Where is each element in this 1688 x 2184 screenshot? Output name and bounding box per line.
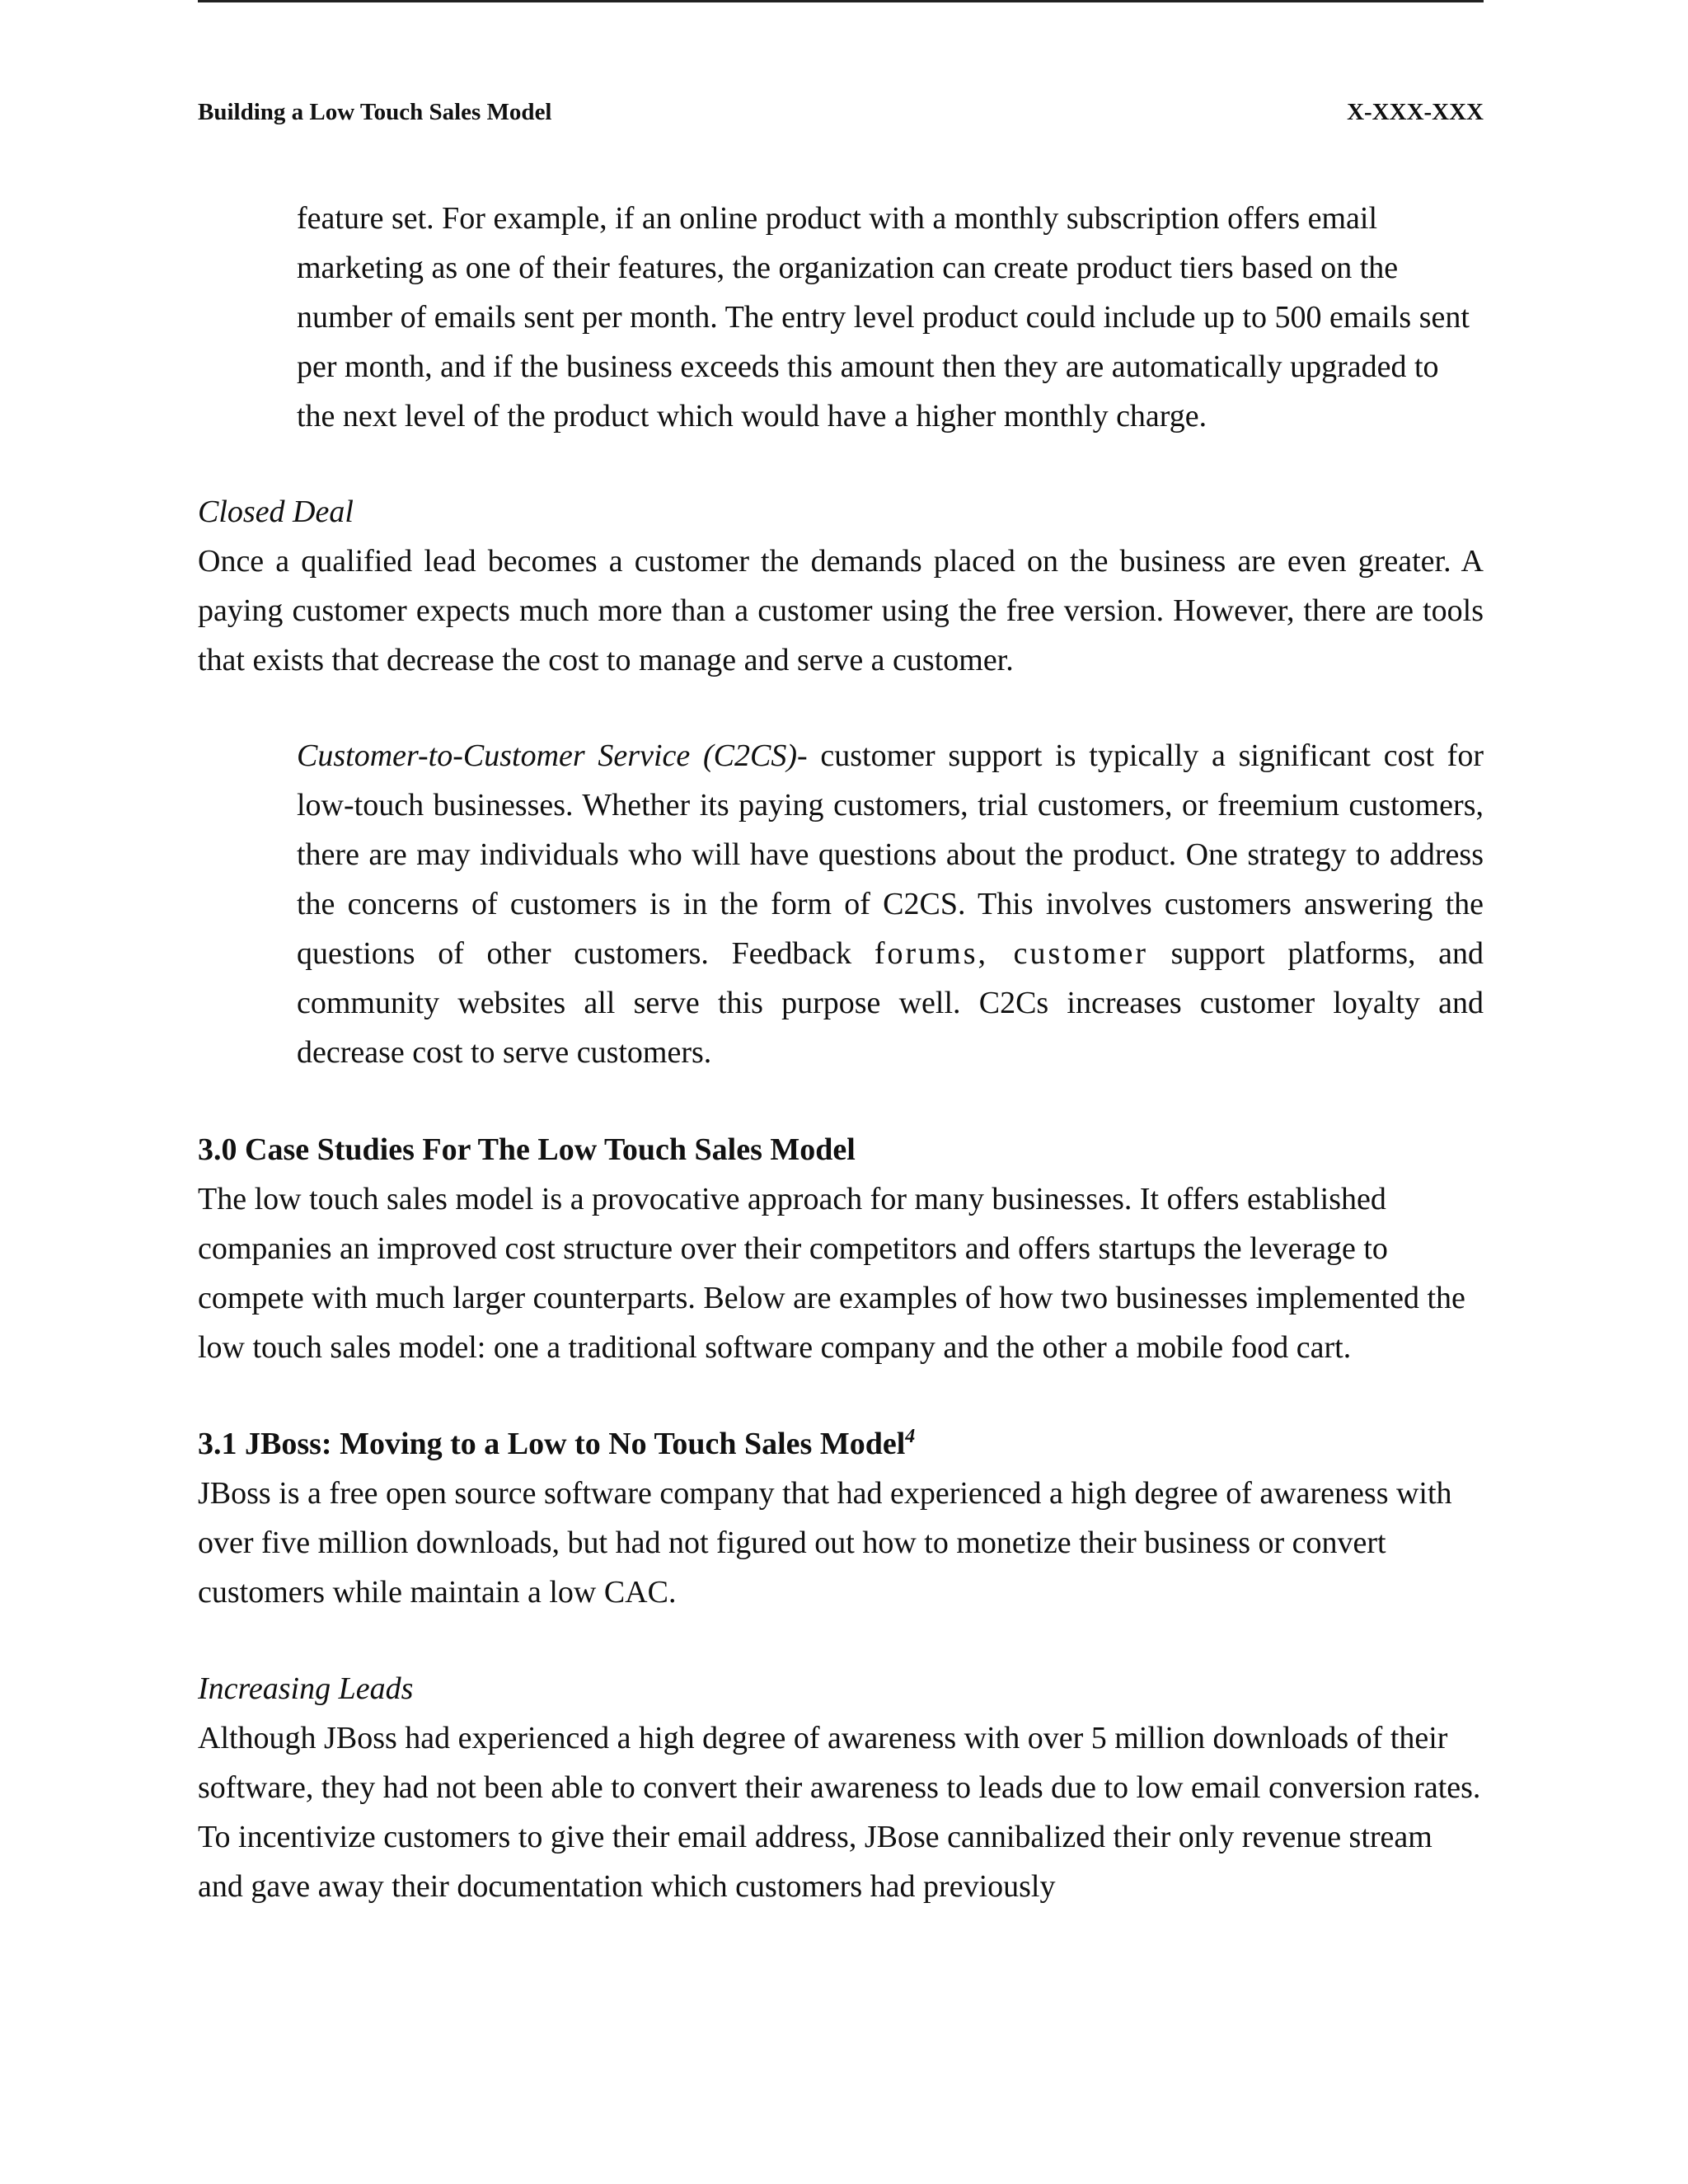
- document-body: [198, 194, 1484, 1911]
- heading-section-3-0: 3.0 Case Studies For The Low Touch Sales Model: [198, 1132, 856, 1167]
- paragraph-increasing-leads: Although JBoss had experienced a high degree of awareness with over 5 million downloads of their software, they had not been able to convert their awareness to leads due to low email conversion rates. To incentivize customers to give their email address, JBose cannibalized their only revenue stream and gave away their documentation which customers had previously: [198, 1721, 1481, 1904]
- paragraph-jboss-intro: JBoss is a free open source software company that had experienced a high degree of awareness with over five million downloads, but had not figured out how to monetize their business or convert customers while maintain a low CAC.: [198, 1476, 1452, 1610]
- c2cs-text-a: customer support is typically a significant cost for low-touch businesses. Whether its paying customers, trial customers, or freemium customers, there are may individuals who will have questions about the product. One strategy to address the concerns of customers is in the form of C2CS. This involves customers answering the questions of other customers. Feedback: [297, 738, 1484, 971]
- term-c2cs: Customer-to-Customer Service (C2CS)-: [297, 738, 808, 773]
- paragraph-feature-set: feature set. For example, if an online product with a monthly subscription offers email marketing as one of their features, the organization can create product tiers based on the number of emails sent per month. The entry level product could include up to 500 emails sent per month, and if the business exceeds this amount then they are automatically upgraded to the next level of the product which would have a higher monthly charge.: [297, 201, 1470, 434]
- heading-increasing-leads: Increasing Leads: [198, 1671, 414, 1706]
- c2cs-text-spaced: forums, customer: [874, 936, 1148, 971]
- header-rule: [198, 0, 1484, 2]
- paragraph-c2cs: [297, 731, 1484, 1077]
- paragraph-closed-deal: Once a qualified lead becomes a customer the demands placed on the business are even greater. A paying customer expects much more than a customer using the free version. However, there are tools that exists that decrease the cost to manage and serve a customer.: [198, 544, 1484, 677]
- heading-closed-deal: Closed Deal: [198, 494, 354, 529]
- section-3-1-title: 3.1 JBoss: Moving to a Low to No Touch Sales Model: [198, 1427, 906, 1461]
- paragraph-case-studies: The low touch sales model is a provocative approach for many businesses. It offers established companies an improved cost structure over their competitors and offers startups the leverage to compete with much larger counterparts. Below are examples of how two businesses implemented the low touch sales model: one a traditional software company and the other a mobile food cart.: [198, 1182, 1465, 1365]
- heading-section-3-1: [198, 1419, 1484, 1469]
- running-header: [198, 97, 1484, 127]
- c2cs-text-b: support platforms, and community websites all serve this purpose well. C2Cs increases customer loyalty and decrease cost to serve customers.: [297, 936, 1484, 1070]
- footnote-marker: 4: [905, 1426, 916, 1447]
- header-doc-id: X-XXX-XXX: [1347, 99, 1484, 125]
- header-title: Building a Low Touch Sales Model: [198, 99, 552, 125]
